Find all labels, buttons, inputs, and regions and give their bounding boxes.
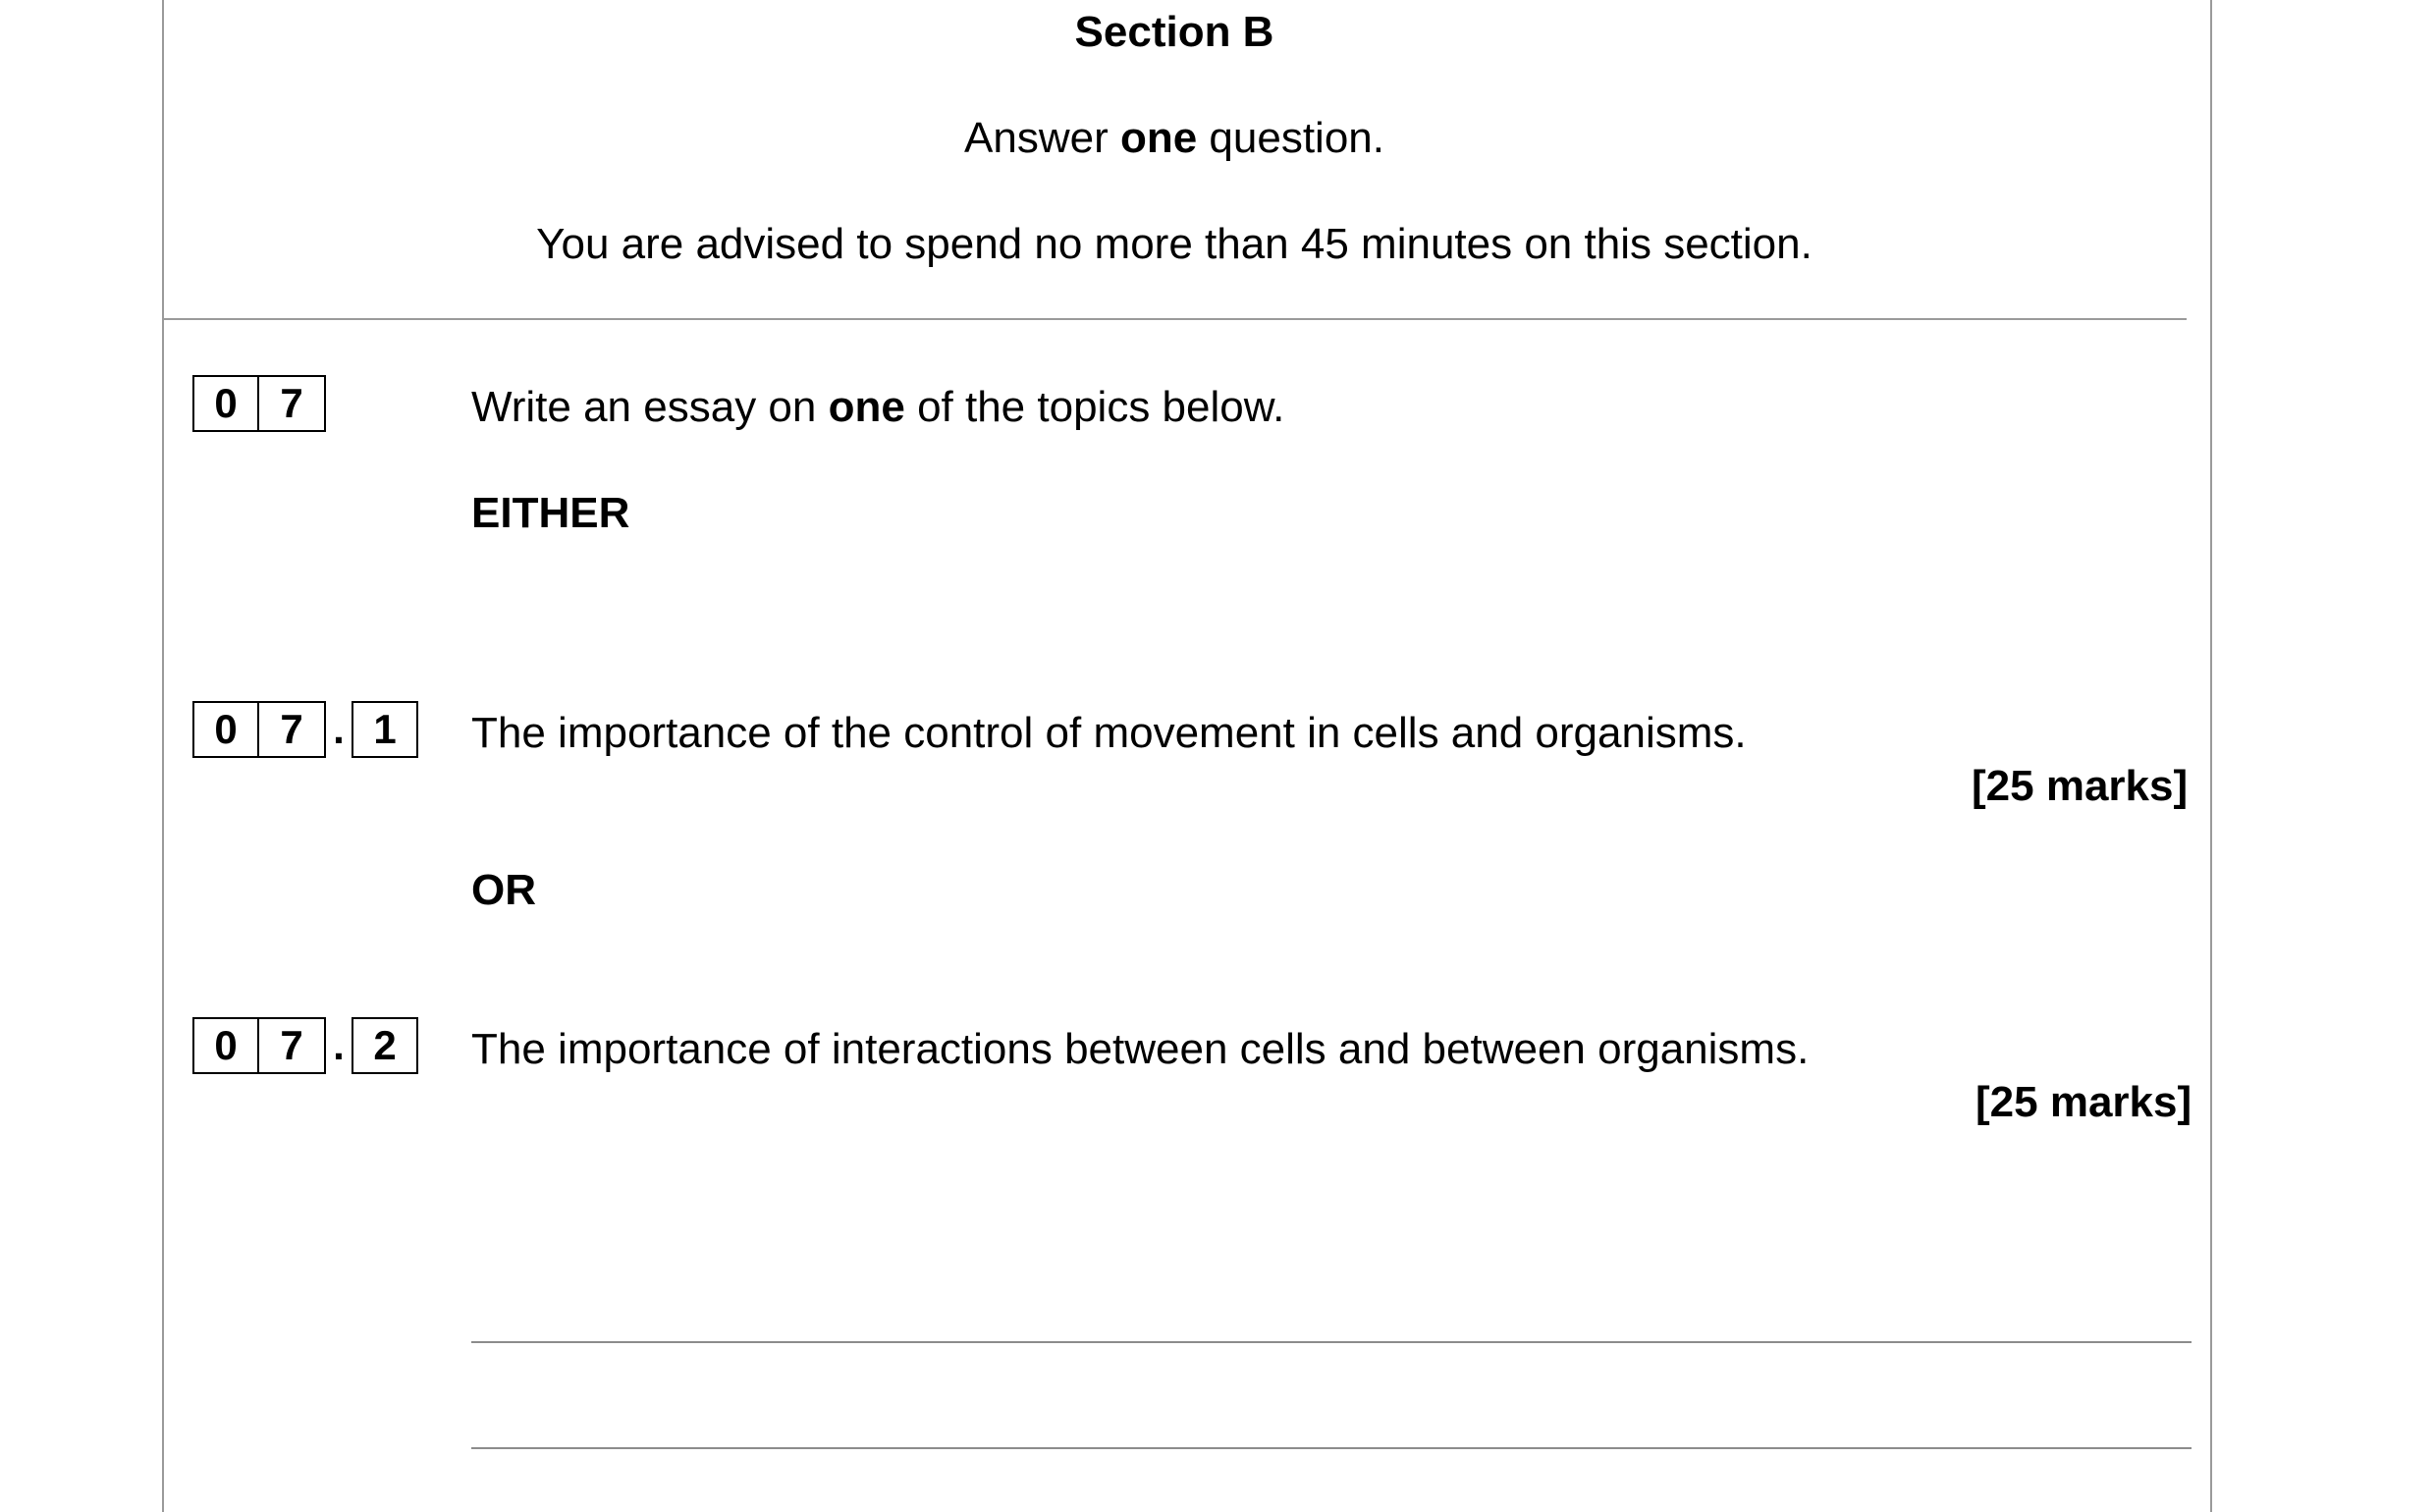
- intro-bold: one: [828, 383, 905, 431]
- answer-instruction: [162, 114, 2187, 163]
- answer-suffix: question.: [1209, 114, 1384, 162]
- question-digit: 0: [192, 375, 259, 432]
- question-digit: 7: [259, 1017, 326, 1074]
- section-title: Section B: [1074, 8, 1274, 56]
- question-number-box-7-1: [192, 701, 418, 758]
- intro-suffix: of the topics below.: [917, 383, 1285, 431]
- answer-line[interactable]: [471, 1447, 2192, 1449]
- question-digit: 7: [259, 375, 326, 432]
- intro-prefix: Write an essay on: [471, 383, 817, 431]
- question-separator: .: [333, 706, 345, 752]
- question-number-box-7-2: [192, 1017, 418, 1074]
- question-digit: 0: [192, 701, 259, 758]
- answer-prefix: Answer: [964, 114, 1109, 162]
- time-advice: You are advised to spend no more than 45 minutes on this section.: [536, 220, 1813, 268]
- question-digit: 0: [192, 1017, 259, 1074]
- topic-7-1-marks: [25 marks]: [1972, 762, 2189, 810]
- question-intro: [471, 383, 1284, 432]
- question-number-box: [192, 375, 326, 432]
- answer-line[interactable]: [471, 1341, 2192, 1343]
- either-label: EITHER: [471, 489, 630, 537]
- topic-7-2-text: The importance of interactions between cells and between organisms.: [471, 1025, 1810, 1073]
- question-sub-digit: 1: [352, 701, 418, 758]
- topic-7-2-marks: [25 marks]: [1976, 1078, 2192, 1126]
- topic-7-1-text: The importance of the control of movement in cells and organisms.: [471, 709, 1747, 757]
- question-separator: .: [333, 1022, 345, 1068]
- section-divider: [162, 318, 2187, 320]
- question-sub-digit: 2: [352, 1017, 418, 1074]
- question-digit: 7: [259, 701, 326, 758]
- page-border-right: [2210, 0, 2212, 1512]
- or-label: OR: [471, 866, 536, 914]
- answer-bold: one: [1119, 114, 1198, 162]
